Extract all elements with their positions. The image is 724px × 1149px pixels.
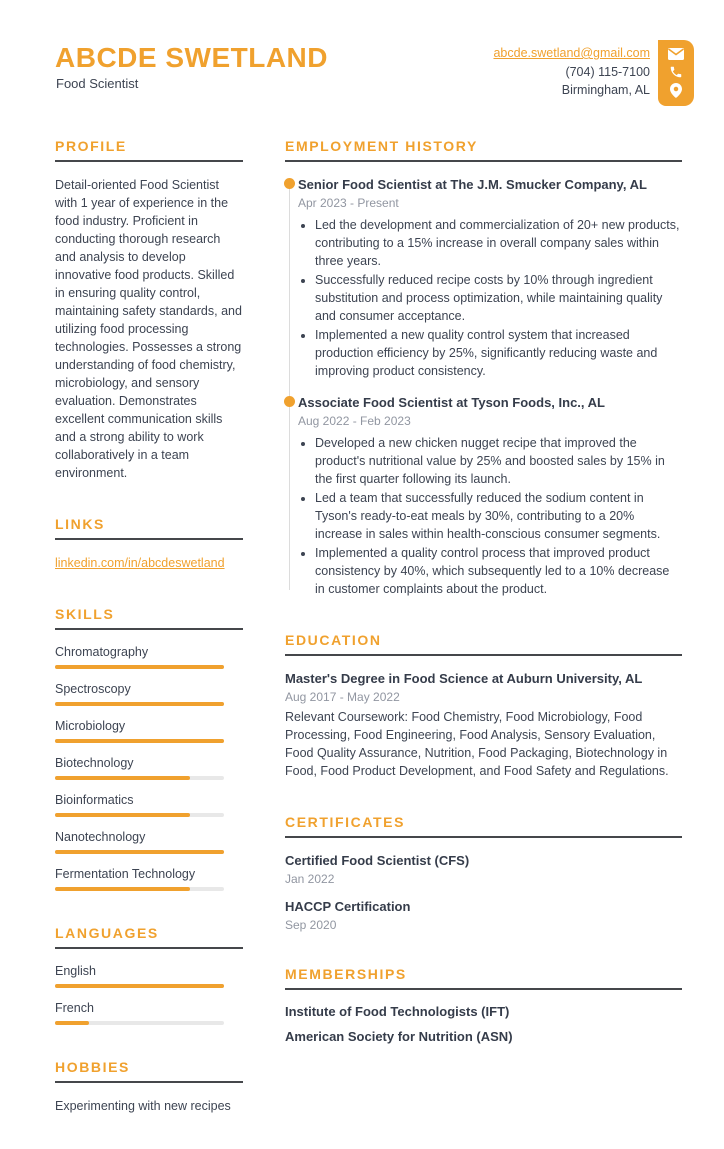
skill-label: Microbiology [55,719,126,733]
profile-text: Detail-oriented Food Scientist with 1 year of experience in the food industry. Proficient in conducting thorough research and analysis to develop innovative food products. Skilled in ensuring quality control, maintaining safety standards, and utilizing food processing technologies. Possesses a strong understanding of food chemistry, microbiology, and sensory evaluation. Demonstrates excellent communication skills and a strong ability to work collaboratively in a team environment. [55,178,242,480]
hobbies-heading: HOBBIES [55,1059,243,1083]
hobbies-section [55,1059,243,1115]
skill-bar-fill [55,665,224,669]
person-role: Food Scientist [56,76,139,91]
skill-item [55,681,243,706]
degree-dates: Aug 2017 - May 2022 [285,690,400,704]
timeline-dot [284,178,295,189]
skill-item [55,829,243,854]
skill-bar-track [55,739,224,743]
contact-block [493,44,650,100]
job-entry [298,176,682,380]
employment-timeline [285,176,682,598]
job-title: Senior Food Scientist at The J.M. Smucker Company, AL [298,177,647,192]
skill-label: Biotechnology [55,756,134,770]
skill-label: Spectroscopy [55,682,131,696]
certificates-heading: CERTIFICATES [285,814,682,838]
skill-bar-fill [55,739,224,743]
location-text: Birmingham, AL [561,83,650,97]
skill-item [55,644,243,669]
memberships-section [285,966,682,1044]
language-label: French [55,1001,94,1015]
skill-bar-track [55,665,224,669]
links-heading: LINKS [55,516,243,540]
job-entry [298,394,682,598]
skill-item [55,792,243,817]
skills-section [55,606,243,891]
certificate-entry [285,852,682,886]
certificates-section [285,814,682,932]
language-bar-track [55,984,224,988]
phone-number: (704) 115-7100 [565,64,650,79]
job-bullet: • Successfully reduced recipe costs by 10% through ingredient substitution and process optimization, while maintaining quality and consumer acceptance. [315,271,682,325]
skill-item [55,866,243,891]
language-label: English [55,964,96,978]
degree-title: Master's Degree in Food Science at Auburn University, AL [285,671,643,686]
skill-bar-track [55,887,224,891]
languages-section [55,925,243,1025]
skill-bar-fill [55,702,224,706]
language-item [55,963,243,988]
certificate-dates: Jan 2022 [285,872,335,886]
skill-bar-track [55,850,224,854]
certificate-title: Certified Food Scientist (CFS) [285,853,470,868]
job-dates: Apr 2023 - Present [298,196,399,210]
language-bar-track [55,1021,224,1025]
mail-icon [668,48,684,60]
education-section [285,632,682,780]
education-entry [285,670,682,780]
job-dates: Aug 2022 - Feb 2023 [298,414,411,428]
skills-heading: SKILLS [55,606,243,630]
membership-item: Institute of Food Technologists (IFT) [285,1004,510,1019]
profile-section [55,138,243,482]
certificate-title: HACCP Certification [285,899,411,914]
membership-item: American Society for Nutrition (ASN) [285,1029,513,1044]
language-bar-fill [55,984,224,988]
job-bullets [298,216,682,380]
job-bullet: • Implemented a quality control process that improved product consistency by 40%, which subsequently led to a 10% decrease in customer complaints about the product. [315,544,682,598]
skill-bar-fill [55,887,190,891]
skill-label: Chromatography [55,645,149,659]
skill-label: Bioinformatics [55,793,134,807]
language-bar-fill [55,1021,89,1025]
skill-item [55,718,243,743]
skill-bar-track [55,813,224,817]
skill-bar-track [55,702,224,706]
language-item [55,1000,243,1025]
skill-bar-fill [55,776,190,780]
hobbies-text: Experimenting with new recipes [55,1099,231,1113]
education-heading: EDUCATION [285,632,682,656]
skill-item [55,755,243,780]
certificate-dates: Sep 2020 [285,918,337,932]
skill-label: Nanotechnology [55,830,146,844]
job-bullet: • Led the development and commercialization of 20+ new products, contributing to a 15% increase in overall company sales within three years. [315,216,682,270]
memberships-heading: MEMBERSHIPS [285,966,682,990]
email-link[interactable]: abcde.swetland@gmail.com [493,46,650,60]
left-column [55,138,243,1149]
profile-heading: PROFILE [55,138,243,162]
contact-icon-tab [658,40,694,106]
employment-heading: EMPLOYMENT HISTORY [285,138,682,162]
skill-bar-track [55,776,224,780]
right-column [285,138,682,1078]
job-bullet: • Implemented a new quality control system that increased production efficiency by 25%, significantly reducing waste and improving product consistency. [315,326,682,380]
skill-bar-fill [55,850,224,854]
linkedin-link[interactable]: linkedin.com/in/abcdeswetland [55,556,225,570]
certificate-entry [285,898,682,932]
skill-bar-fill [55,813,190,817]
links-section [55,516,243,572]
coursework-text: Relevant Coursework: Food Chemistry, Food Microbiology, Food Processing, Food Engineering, Food Analysis, Sensory Evaluation, Food Quality Assurance, Nutrition, Food Packaging, Biotechnology in Food, Food Product Development, and Food Safety and Regulations. [285,710,669,778]
skill-label: Fermentation Technology [55,867,196,881]
job-bullet: • Developed a new chicken nugget recipe that improved the product's nutritional value by 25% and boosted sales by 15% in the first quarter following its launch. [315,434,682,488]
employment-section [285,138,682,598]
languages-heading: LANGUAGES [55,925,243,949]
person-name: ABCDE SWETLAND [55,42,328,73]
location-pin-icon [670,83,682,98]
phone-icon [669,65,683,79]
job-bullet: • Led a team that successfully reduced the sodium content in Tyson's ready-to-eat meals by 30%, contributing to a 20% increase in sales within health-conscious consumer segments. [315,489,682,543]
timeline-dot [284,396,295,407]
job-bullets [298,434,682,598]
job-title: Associate Food Scientist at Tyson Foods, Inc., AL [298,395,605,410]
